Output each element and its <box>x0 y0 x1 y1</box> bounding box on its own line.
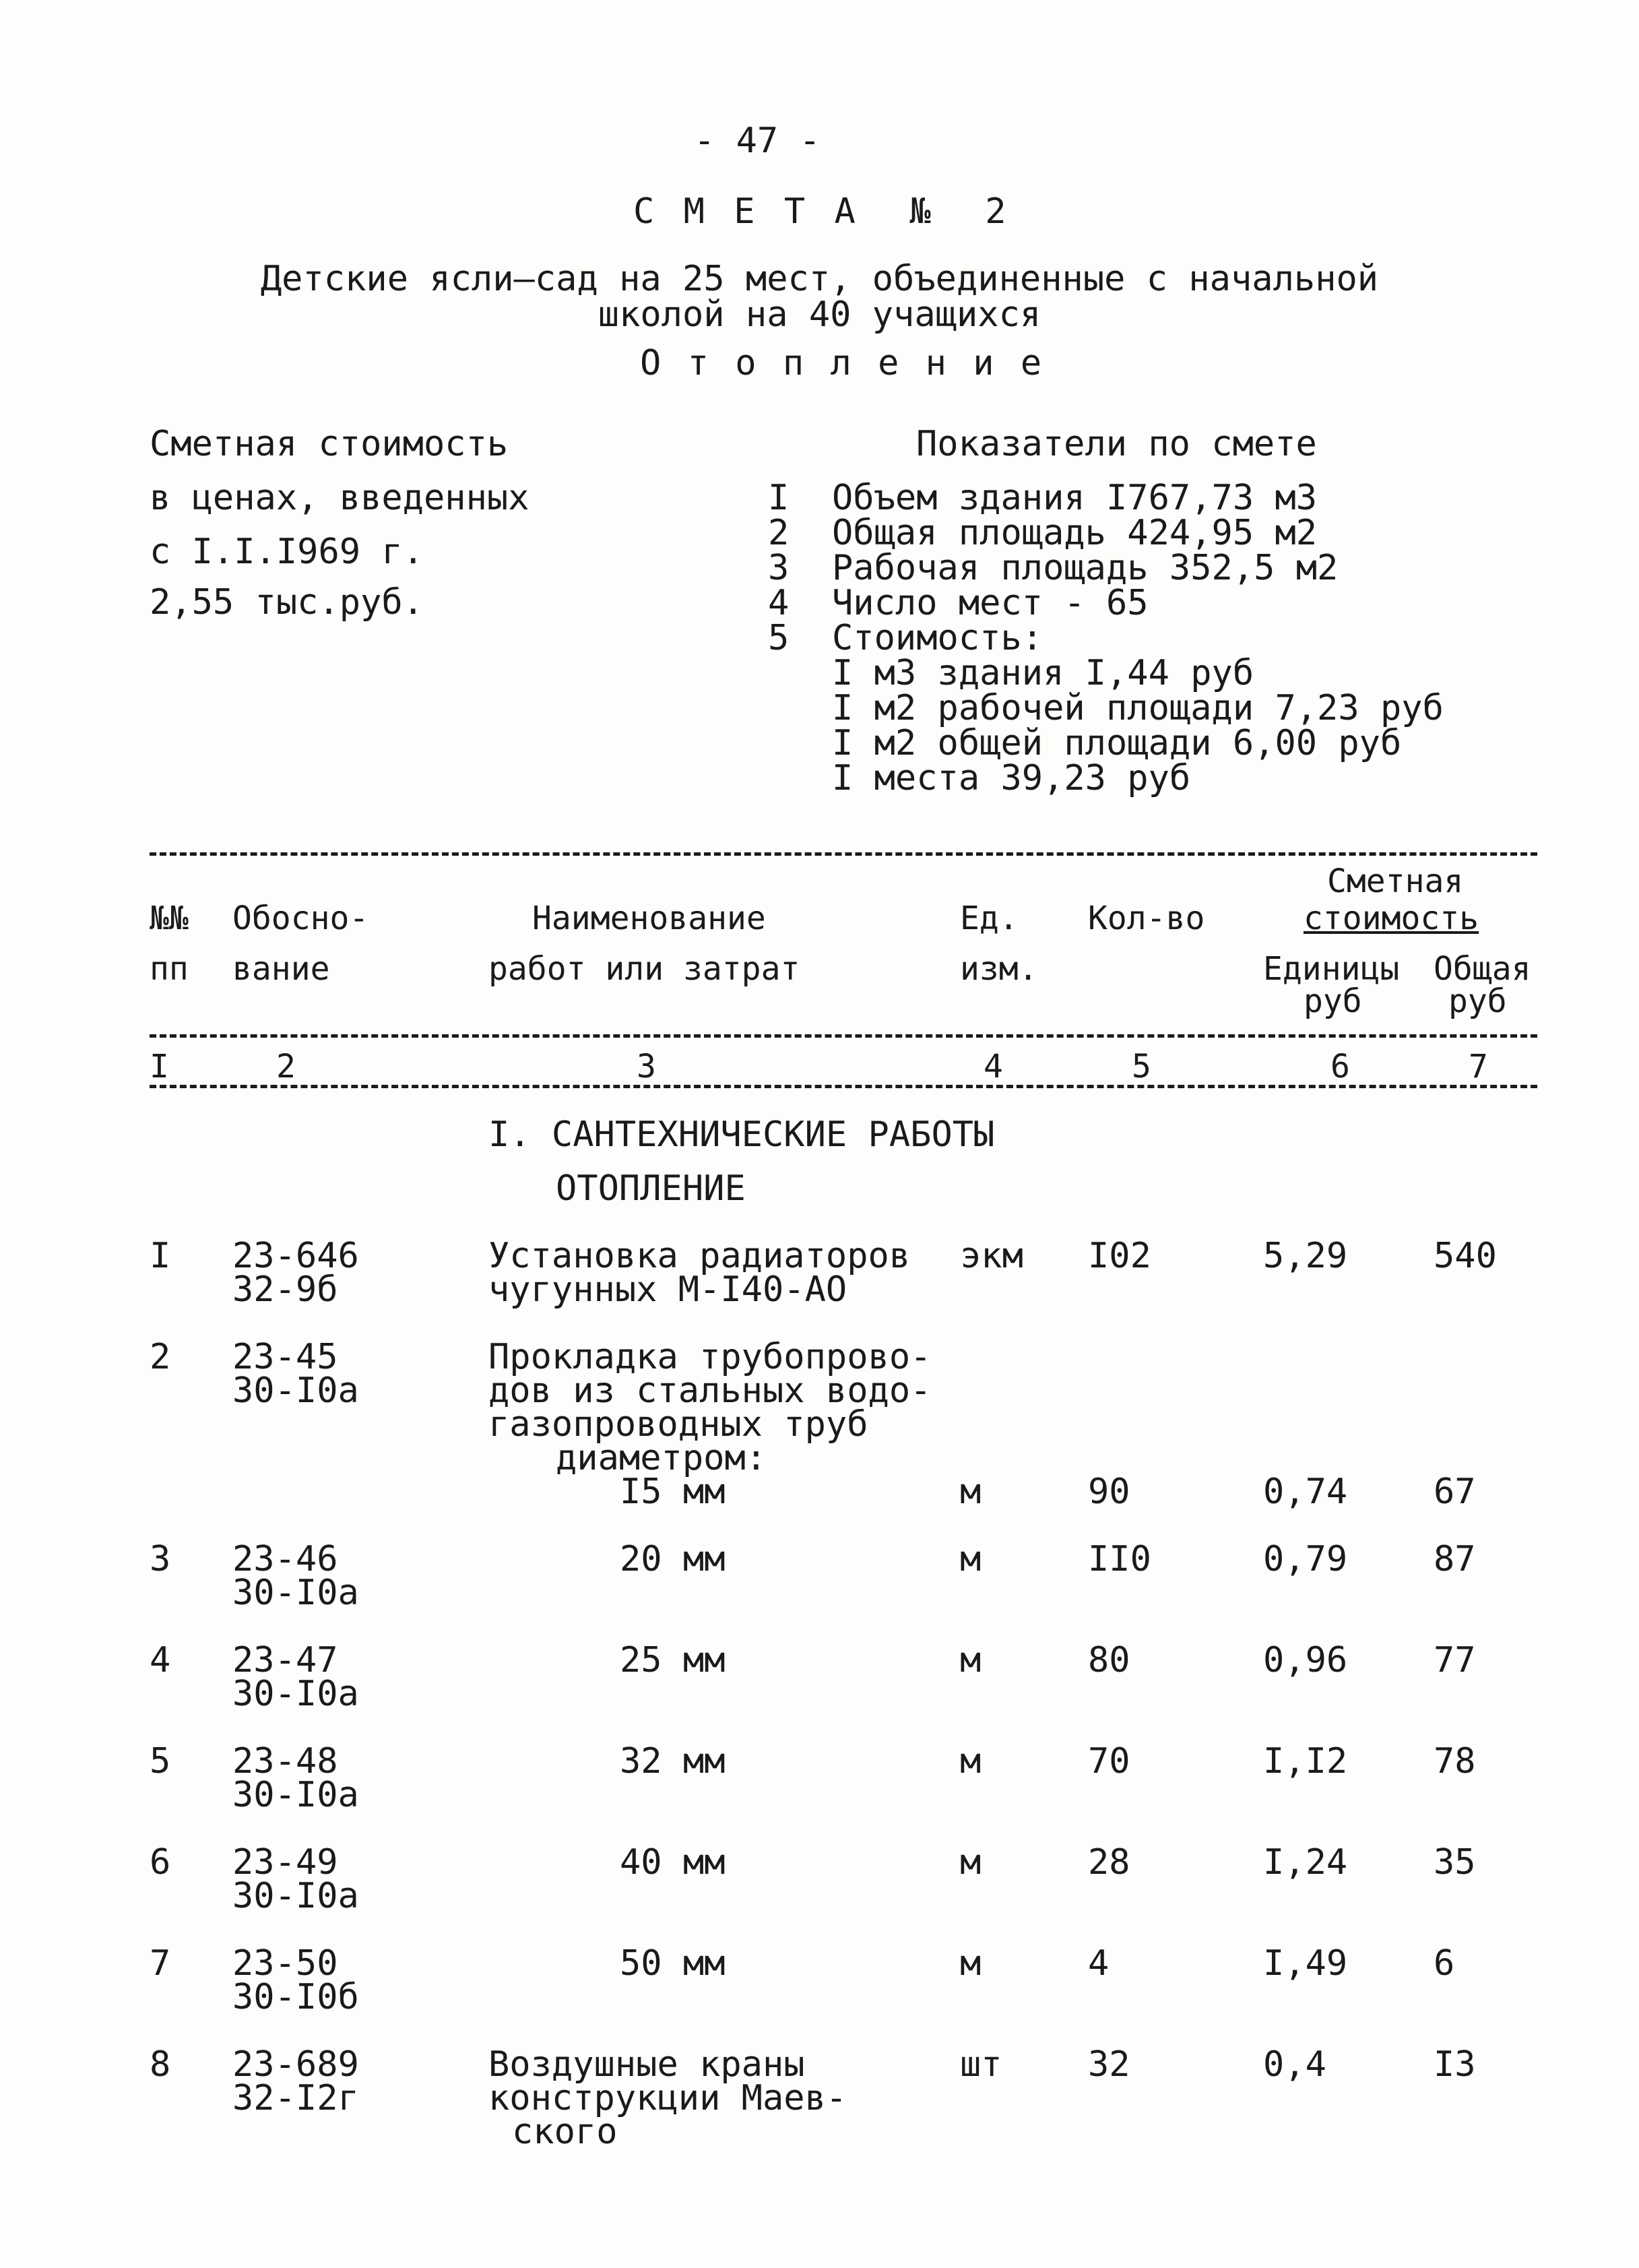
col7-header-2: руб <box>1448 982 1507 1020</box>
row2-price: 0,74 <box>1263 1472 1348 1512</box>
row4-basis-2: 30-I0а <box>232 1674 359 1714</box>
indicator-sub-1: I м3 здания I,44 руб <box>832 653 1254 693</box>
indicator-num-2: 2 <box>768 513 790 553</box>
row2-name-2: дов из стальных водо- <box>488 1371 932 1411</box>
row5-qty: 70 <box>1088 1741 1130 1782</box>
row5-basis-2: 30-I0а <box>232 1775 359 1815</box>
cost-line-2: в ценах, введенных <box>150 478 529 518</box>
colnum-2: 2 <box>276 1048 296 1085</box>
row3-basis-2: 30-I0а <box>232 1573 359 1613</box>
row6-basis-2: 30-I0а <box>232 1876 359 1916</box>
column-numbers-rule <box>150 1085 1537 1088</box>
table-top-rule <box>150 852 1537 856</box>
row1-unit: экм <box>960 1236 1023 1276</box>
col7-header-1: Общая <box>1434 950 1531 988</box>
col4-header-2: изм. <box>960 950 1038 988</box>
row6-total: 35 <box>1434 1842 1476 1883</box>
row2-num: 2 <box>150 1337 171 1377</box>
indicator-sub-4: I места 39,23 руб <box>832 758 1191 798</box>
row7-name: 50 мм <box>620 1943 726 1984</box>
row3-name: 20 мм <box>620 1539 726 1579</box>
row2-name-5: I5 мм <box>620 1472 726 1512</box>
row4-num: 4 <box>150 1640 171 1680</box>
document-title: С М Е Т А № 2 <box>633 191 1010 232</box>
row3-qty: II0 <box>1088 1539 1151 1579</box>
col2-header-2: вание <box>232 950 330 988</box>
row6-price: I,24 <box>1263 1842 1348 1883</box>
row5-num: 5 <box>150 1741 171 1782</box>
row2-basis-1: 23-45 <box>232 1337 338 1377</box>
row3-basis-1: 23-46 <box>232 1539 338 1579</box>
indicator-text-3: Рабочая площадь 352,5 м2 <box>832 548 1339 588</box>
row7-basis-2: 30-I0б <box>232 1977 359 2017</box>
row1-num: I <box>150 1236 171 1276</box>
col1-header-2: пп <box>150 950 189 988</box>
row4-qty: 80 <box>1088 1640 1130 1680</box>
row3-price: 0,79 <box>1263 1539 1348 1579</box>
row6-qty: 28 <box>1088 1842 1130 1883</box>
colnum-3: 3 <box>637 1048 656 1085</box>
row1-name-2: чугунных М-I40-АО <box>488 1269 847 1310</box>
row8-qty: 32 <box>1088 2044 1130 2085</box>
row1-basis-2: 32-9б <box>232 1269 338 1310</box>
indicators-heading: Показатели по смете <box>916 424 1317 464</box>
row6-num: 6 <box>150 1842 171 1883</box>
row8-price: 0,4 <box>1263 2044 1326 2085</box>
row6-basis-1: 23-49 <box>232 1842 338 1883</box>
row8-name-2: конструкции Маев- <box>488 2078 847 2118</box>
row5-price: I,I2 <box>1263 1741 1348 1782</box>
row2-unit: м <box>960 1472 982 1512</box>
row2-name-3: газопроводных труб <box>488 1404 868 1445</box>
subtitle-line-1: Детские ясли–сад на 25 мест, объединенные с начальной <box>260 259 1379 299</box>
row8-basis-2: 32-I2г <box>232 2078 359 2118</box>
row6-unit: м <box>960 1842 982 1883</box>
col3-header-1: Наименование <box>532 900 766 937</box>
row8-name-1: Воздушные краны <box>488 2044 805 2085</box>
row3-unit: м <box>960 1539 982 1579</box>
indicator-sub-3: I м2 общей площади 6,00 руб <box>832 723 1402 763</box>
indicator-num-5: 5 <box>768 618 790 658</box>
row4-unit: м <box>960 1640 982 1680</box>
row7-basis-1: 23-50 <box>232 1943 338 1984</box>
cost-line-3: с I.I.I969 г. <box>150 532 424 572</box>
row4-total: 77 <box>1434 1640 1476 1680</box>
cost-line-1: Сметная стоимость <box>150 424 509 464</box>
colnum-5: 5 <box>1132 1048 1151 1085</box>
row1-basis-1: 23-646 <box>232 1236 359 1276</box>
subtitle-line-2: школой на 40 учащихся <box>598 294 1041 335</box>
row7-num: 7 <box>150 1943 171 1984</box>
row7-price: I,49 <box>1263 1943 1348 1984</box>
row4-basis-1: 23-47 <box>232 1640 338 1680</box>
row1-name-1: Установка радиаторов <box>488 1236 911 1276</box>
row5-basis-1: 23-48 <box>232 1741 338 1782</box>
indicator-text-4: Число мест - 65 <box>832 583 1149 623</box>
row6-name: 40 мм <box>620 1842 726 1883</box>
row8-unit: шт <box>960 2044 1002 2085</box>
section-heading-2: ОТОПЛЕНИЕ <box>556 1168 746 1209</box>
row8-basis-1: 23-689 <box>232 2044 359 2085</box>
col1-header-1: №№ <box>150 900 189 937</box>
row7-unit: м <box>960 1943 982 1984</box>
colnum-4: 4 <box>984 1048 1003 1085</box>
row5-total: 78 <box>1434 1741 1476 1782</box>
col6-header-2: руб <box>1304 982 1362 1020</box>
colnum-6: 6 <box>1330 1048 1350 1085</box>
indicator-num-4: 4 <box>768 583 790 623</box>
row3-total: 87 <box>1434 1539 1476 1579</box>
row5-name: 32 мм <box>620 1741 726 1782</box>
cost-line-4: 2,55 тыс.руб. <box>150 582 424 623</box>
col3-header-2: работ или затрат <box>488 950 800 988</box>
row5-unit: м <box>960 1741 982 1782</box>
row2-total: 67 <box>1434 1472 1476 1512</box>
row2-basis-2: 30-I0а <box>232 1371 359 1411</box>
cost-group-header-2: стоимость <box>1304 900 1479 937</box>
row2-qty: 90 <box>1088 1472 1130 1512</box>
col6-header-1: Единицы <box>1263 950 1400 988</box>
col5-header: Кол-во <box>1088 900 1205 937</box>
col2-header-1: Обосно- <box>232 900 369 937</box>
col4-header-1: Ед. <box>960 900 1019 937</box>
row2-name-4: диаметром: <box>556 1438 767 1478</box>
row8-name-3: ского <box>512 2112 618 2152</box>
row4-name: 25 мм <box>620 1640 726 1680</box>
section-title: О т о п л е н и е <box>640 343 1045 383</box>
row7-total: 6 <box>1434 1943 1455 1984</box>
row4-price: 0,96 <box>1263 1640 1348 1680</box>
header-rule <box>150 1034 1537 1038</box>
indicator-text-2: Общая площадь 424,95 м2 <box>832 513 1318 553</box>
row3-num: 3 <box>150 1539 171 1579</box>
row2-name-1: Прокладка трубопрово- <box>488 1337 932 1377</box>
cost-group-header-1: Сметная <box>1327 862 1464 900</box>
page-number: - 47 - <box>694 121 821 161</box>
row8-num: 8 <box>150 2044 171 2085</box>
row1-qty: I02 <box>1088 1236 1151 1276</box>
section-heading-1: I. САНТЕХНИЧЕСКИЕ РАБОТЫ <box>488 1114 995 1155</box>
indicator-sub-2: I м2 рабочей площади 7,23 руб <box>832 688 1444 728</box>
row1-total: 540 <box>1434 1236 1497 1276</box>
colnum-1: I <box>150 1048 169 1085</box>
indicator-num-1: I <box>768 478 790 518</box>
indicator-num-3: 3 <box>768 548 790 588</box>
indicator-text-1: Объем здания I767,73 м3 <box>832 478 1318 518</box>
colnum-7: 7 <box>1469 1048 1488 1085</box>
row1-price: 5,29 <box>1263 1236 1348 1276</box>
row8-total: I3 <box>1434 2044 1476 2085</box>
indicator-text-5: Стоимость: <box>832 618 1043 658</box>
row7-qty: 4 <box>1088 1943 1110 1984</box>
